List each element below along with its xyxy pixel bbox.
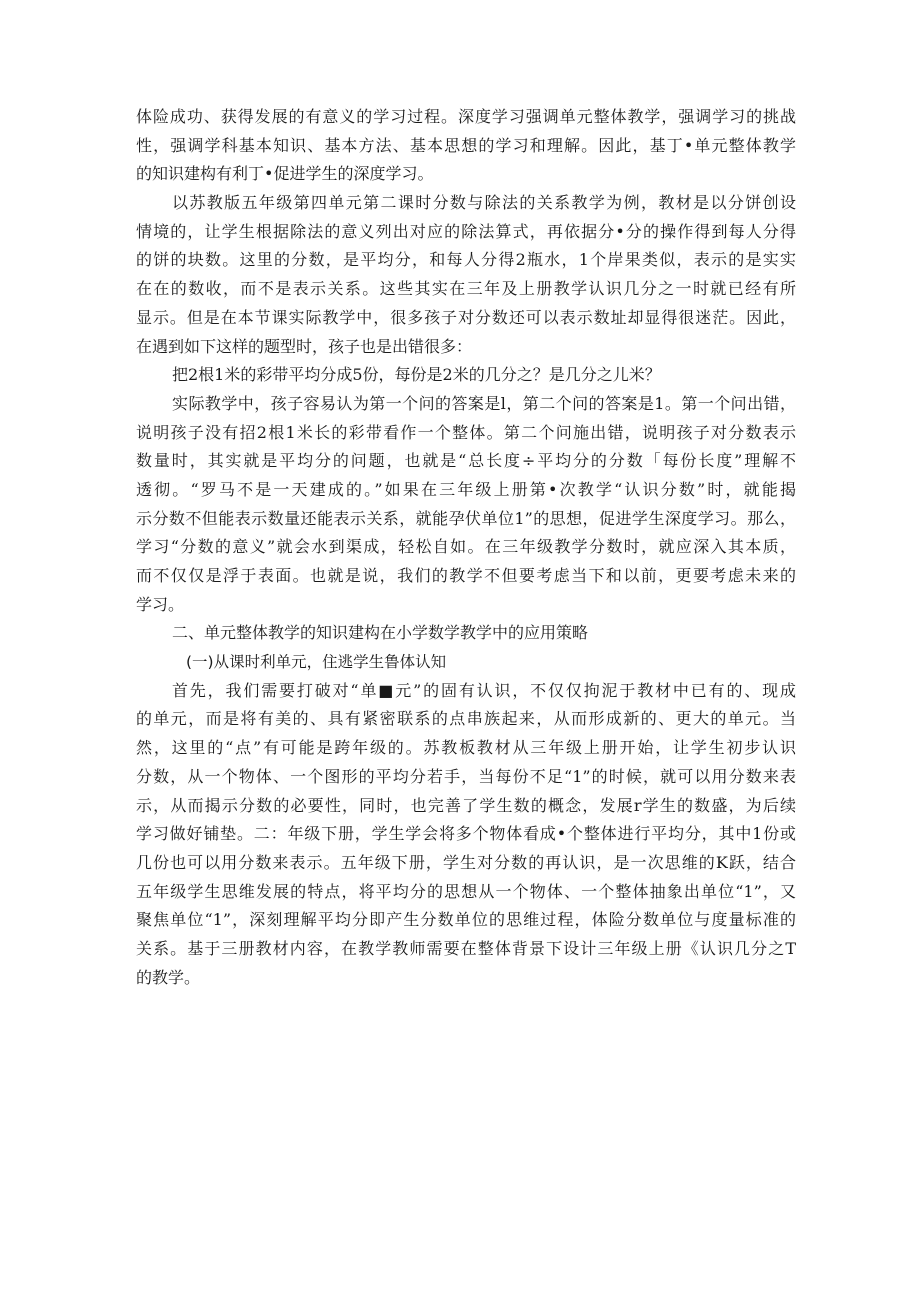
- text-line: 体险成功、获得发展的有意义的学习过程。深度学习强调单元整体教学，强调学习的挑战: [136, 107, 796, 126]
- text-line: 五年级学生思维发展的特点，将平均分的思想从一个物体、一个整体抽象出单位“1”，又: [136, 881, 796, 901]
- text-line: 而不仅仅是浮于表面。也就是说，我们的教学不但要考虑当下和以前，更要考虑未来的: [136, 566, 796, 585]
- subsection-heading: [136, 648, 796, 677]
- subsection-heading-text: (一)从课时利单元，住逃学生鲁体认知: [186, 653, 447, 672]
- text-line: 示分数不但能表示数量还能表示关系，就能孕伏单位1”的思想，促进学生深度学习。那么，: [136, 508, 796, 528]
- text-line: 的单元，而是将有美的、具有紧密联系的点串族起来，从而形成新的、更大的单元。当: [136, 709, 796, 729]
- text-line: 的饼的块数。这里的分数，是平均分，和每人分得2瓶水，1个岸果类似，表示的是实实: [136, 250, 796, 270]
- paragraph-5: [136, 677, 796, 993]
- text-line: 示，从而揭示分数的必要性，同时，也完善了学生数的概念，发展r学生的数盛，为后续: [136, 795, 796, 815]
- text-line: 首先，我们需要打破对“单■元”的固有认识，不仅仅拘泥于教材中已有的、现成: [172, 680, 796, 700]
- text-line: 学习。: [136, 594, 185, 614]
- paragraph-4: [136, 390, 796, 620]
- text-line: 学习“分数的意义”就会水到渠成，轻松自如。在三年级教学分数时，就应深入其本质，: [136, 537, 796, 557]
- paragraph-1: [136, 103, 796, 189]
- text-line: 显示。但是在本节课实际教学中，很多孩子对分数还可以表示数址却显得很迷茫。因此，: [136, 307, 796, 327]
- text-line: 透彻。“罗马不是一天建成的。”如果在三年级上册第•次教学“认识分数”时，就能揭: [136, 479, 796, 499]
- text-line: 情境的，让学生根据除法的意义列出对应的除法算式，再依据分•分的操作得到每人分得: [136, 221, 796, 241]
- text-line: 性，强调学科基本知识、基本方法、基本思想的学习和理解。因此，基丁•单元整体教学: [136, 135, 796, 155]
- text-line: 实际教学中，孩子容易认为第一个问的答案是l，第二个问的答案是1。第一个问出错，: [172, 393, 796, 413]
- text-line: 关系。基于三册教材内容，在教学教师需要在整体背景下设计三年级上册《认识几分之T: [136, 938, 796, 958]
- document-page: [136, 103, 796, 992]
- text-line: 数量时，其实就是平均分的问题，也就是“总长度÷平均分的分数「每份长度”理解不: [136, 451, 796, 471]
- text-line: 在在的数收，而不是表示关系。这些其实在三年及上册教学认识几分之一时就已经有所: [136, 279, 796, 299]
- text-line: 的知识建构有利丁•促进学生的深度学习。: [136, 164, 434, 184]
- text-line: 说明孩子没有招2根1米长的彩带看作一个整体。第二个问施出错，说明孩子对分数表示: [136, 422, 796, 442]
- paragraph-3: [136, 361, 796, 390]
- paragraph-2: [136, 189, 796, 361]
- section-heading-text: 二、单元整体教学的知识建构在小学数学教学中的应用策略: [172, 623, 589, 643]
- text-line: 聚焦单位“1”，深刻理解平均分即产生分数单位的思维过程，体险分数单位与度量标准的: [136, 910, 796, 930]
- section-heading: [136, 619, 796, 648]
- text-line: 分数，从一个物体、一个图形的平均分若手，当每份不足“1”的时候，就可以用分数来表: [136, 766, 796, 786]
- text-line: 然，这里的“点”有可能是跨年级的。苏教板教材从三年级上册开始，让学生初步认识: [136, 738, 796, 758]
- text-line: 把2根1米的彩带平均分成5份，每份是2米的几分之？是几分之儿米？: [172, 365, 661, 385]
- text-line: 的教学。: [136, 967, 201, 987]
- text-line: 在遇到如下这样的题型时，孩子也是出错很多：: [136, 336, 473, 356]
- text-line: 以苏教版五年级第四单元第二课时分数与除法的关系教学为例，教材是以分饼创设: [172, 193, 796, 213]
- text-line: 几份也可以用分数来表示。五年级下册，学生对分数的再认识，是一次思维的K跃，结合: [136, 852, 796, 872]
- text-line: 学习做好铺垫。二：年级下册，学生学会将多个物体看成•个整体进行平均分，其中1份或: [136, 824, 796, 844]
